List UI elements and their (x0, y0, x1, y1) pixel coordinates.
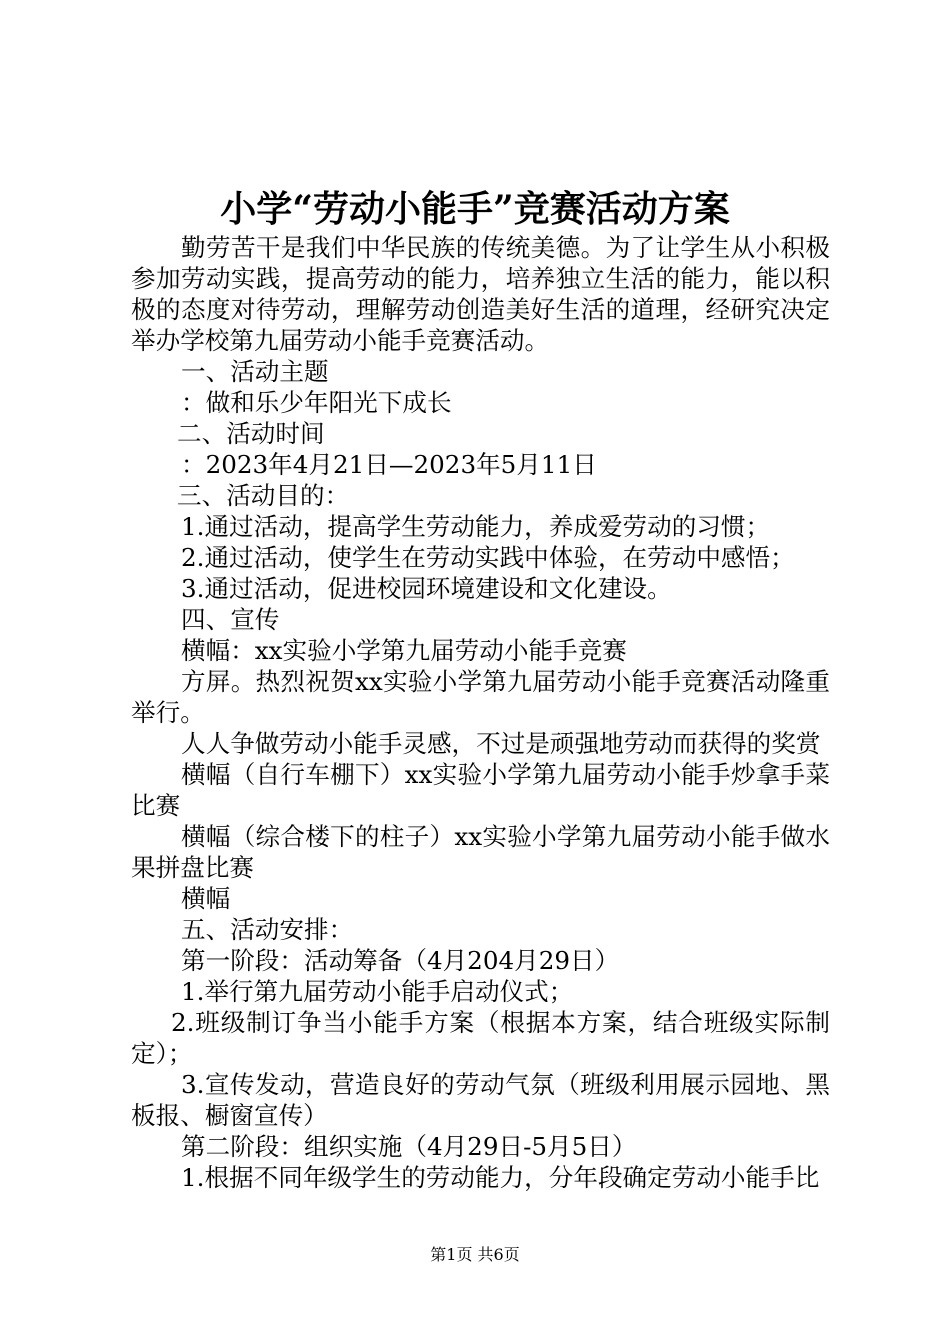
page-footer: 第1页 共6页 (430, 1245, 520, 1264)
purpose-item-3: 3.通过活动，促进校园环境建设和文化建设。 (181, 574, 672, 603)
banner-label: 横幅 (181, 884, 231, 913)
square-screen-text: 方屏。热烈祝贺xx实验小学第九届劳动小能手竞赛活动隆重举行。 (131, 667, 830, 727)
phase-two-heading: 第二阶段：组织实施（4月29日-5月5日） (181, 1132, 637, 1161)
phase-one-item-2: 2.班级制订争当小能手方案（根据本方案，结合班级实际制定）； (131, 1008, 830, 1068)
document-body (131, 232, 830, 1193)
section-heading-time: 二、活动时间 (177, 419, 325, 448)
phase-two-item-1: 1.根据不同年级学生的劳动能力，分年段确定劳动小能手比 (181, 1163, 820, 1192)
section-heading-theme: 一、活动主题 (181, 357, 329, 386)
banner-main: 横幅：xx实验小学第九届劳动小能手竞赛 (181, 636, 627, 665)
intro-paragraph: 勤劳苦干是我们中华民族的传统美德。为了让学生从小积极参加劳动实践，提高劳动的能力，培养独立生活的能力，能以积极的态度对待劳动，理解劳动创造美好生活的道理，经研究决定举办学校第九届劳动小能手竞赛活动。 (131, 233, 830, 355)
page-title: 小学“劳动小能手”竞赛活动方案 (220, 188, 730, 230)
theme-text: ：做和乐少年阳光下成长 (181, 388, 452, 417)
purpose-item-1: 1.通过活动，提高学生劳动能力，养成爱劳动的习惯； (181, 512, 771, 541)
section-heading-schedule: 五、活动安排： (181, 915, 354, 944)
section-heading-purpose: 三、活动目的： (177, 481, 350, 510)
purpose-item-2: 2.通过活动，使学生在劳动实践中体验，在劳动中感悟； (181, 543, 795, 572)
banner-bicycle-shed: 横幅（自行车棚下）xx实验小学第九届劳动小能手炒拿手菜比赛 (131, 760, 830, 820)
phase-one-item-1: 1.举行第九届劳动小能手启动仪式； (181, 977, 574, 1006)
slogan-text: 人人争做劳动小能手灵感，不过是顽强地劳动而获得的奖赏 (181, 729, 821, 758)
section-heading-publicity: 四、宣传 (181, 605, 280, 634)
banner-complex-building: 横幅（综合楼下的柱子）xx实验小学第九届劳动小能手做水果拼盘比赛 (131, 822, 830, 882)
phase-one-item-3: 3.宣传发动，营造良好的劳动气氛（班级利用展示园地、黑板报、橱窗宣传） (131, 1070, 830, 1130)
phase-one-heading: 第一阶段：活动筹备（4月204月29日） (181, 946, 620, 975)
time-text: ：2023年4月21日—2023年5月11日 (181, 450, 597, 479)
